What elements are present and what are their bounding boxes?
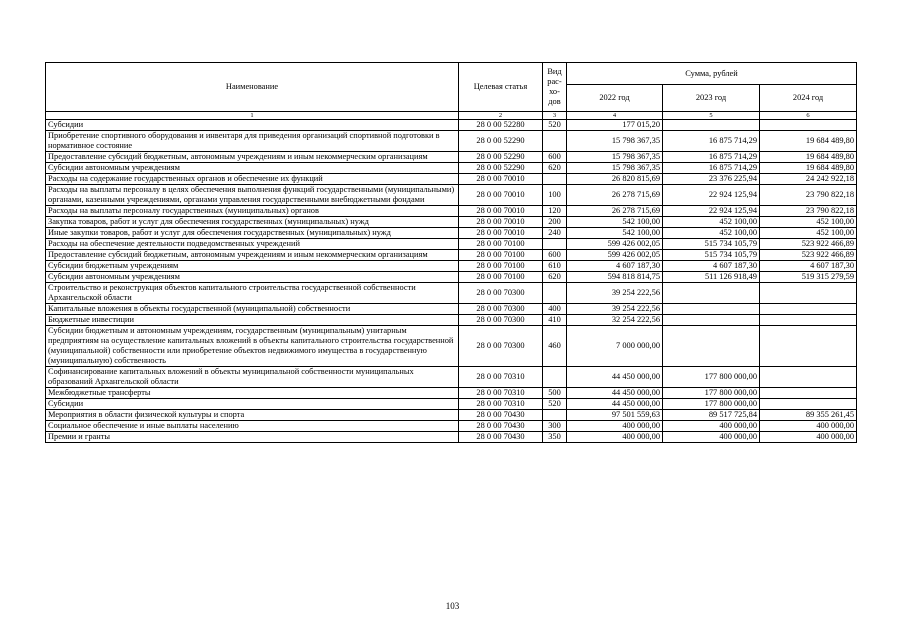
row-code: 28 0 00 70310 xyxy=(459,367,543,388)
row-amount-2022: 44 450 000,00 xyxy=(567,388,663,399)
column-index: 4 xyxy=(567,112,663,120)
row-code: 28 0 00 70100 xyxy=(459,261,543,272)
row-amount-2023: 400 000,00 xyxy=(663,421,760,432)
table-row xyxy=(46,272,857,283)
row-amount-2023: 515 734 105,79 xyxy=(663,239,760,250)
table-row xyxy=(46,388,857,399)
row-name: Строительство и реконструкция объектов капитального строительства государственной собственности Архангельской области xyxy=(46,283,459,304)
row-expense-type: 460 xyxy=(543,326,567,367)
row-amount-2024: 23 790 822,18 xyxy=(760,206,857,217)
row-amount-2023 xyxy=(663,326,760,367)
row-amount-2023: 16 875 714,29 xyxy=(663,131,760,152)
row-amount-2022: 15 798 367,35 xyxy=(567,152,663,163)
row-name: Расходы на выплаты персоналу государственных (муниципальных) органов xyxy=(46,206,459,217)
page-number: 103 xyxy=(445,601,460,611)
row-amount-2024 xyxy=(760,399,857,410)
row-expense-type xyxy=(543,410,567,421)
row-code: 28 0 00 70010 xyxy=(459,206,543,217)
row-code: 28 0 00 70430 xyxy=(459,410,543,421)
row-code: 28 0 00 70010 xyxy=(459,217,543,228)
row-amount-2023 xyxy=(663,304,760,315)
row-expense-type: 620 xyxy=(543,163,567,174)
header-name: Наименование xyxy=(46,63,459,112)
row-name: Мероприятия в области физической культуры и спорта xyxy=(46,410,459,421)
budget-table xyxy=(45,62,857,443)
row-amount-2022: 400 000,00 xyxy=(567,432,663,443)
row-name: Социальное обеспечение и иные выплаты населению xyxy=(46,421,459,432)
row-amount-2023: 177 800 000,00 xyxy=(663,399,760,410)
row-amount-2022: 542 100,00 xyxy=(567,228,663,239)
row-amount-2022: 26 278 715,69 xyxy=(567,206,663,217)
row-code: 28 0 00 70100 xyxy=(459,239,543,250)
row-expense-type: 300 xyxy=(543,421,567,432)
row-code: 28 0 00 52290 xyxy=(459,163,543,174)
row-amount-2024: 519 315 279,59 xyxy=(760,272,857,283)
row-amount-2023: 16 875 714,29 xyxy=(663,152,760,163)
row-amount-2022: 594 818 814,75 xyxy=(567,272,663,283)
row-amount-2022: 39 254 222,56 xyxy=(567,304,663,315)
row-expense-type xyxy=(543,283,567,304)
row-name: Закупка товаров, работ и услуг для обеспечения государственных (муниципальных) нужд xyxy=(46,217,459,228)
row-amount-2024: 19 684 489,80 xyxy=(760,163,857,174)
row-code: 28 0 00 70310 xyxy=(459,399,543,410)
table-row xyxy=(46,399,857,410)
row-amount-2023: 400 000,00 xyxy=(663,432,760,443)
row-code: 28 0 00 70300 xyxy=(459,304,543,315)
table-row xyxy=(46,315,857,326)
row-expense-type: 100 xyxy=(543,185,567,206)
row-amount-2024: 452 100,00 xyxy=(760,228,857,239)
row-code: 28 0 00 70310 xyxy=(459,388,543,399)
row-amount-2023: 177 800 000,00 xyxy=(663,388,760,399)
row-code: 28 0 00 70010 xyxy=(459,185,543,206)
row-code: 28 0 00 70300 xyxy=(459,283,543,304)
row-amount-2024: 523 922 466,89 xyxy=(760,250,857,261)
header-type: Вид рас-хо-дов xyxy=(543,63,567,112)
row-code: 28 0 00 70100 xyxy=(459,272,543,283)
table-row xyxy=(46,304,857,315)
row-expense-type: 600 xyxy=(543,152,567,163)
row-amount-2024 xyxy=(760,388,857,399)
table-row xyxy=(46,283,857,304)
row-expense-type: 350 xyxy=(543,432,567,443)
row-amount-2022: 15 798 367,35 xyxy=(567,131,663,152)
row-expense-type xyxy=(543,131,567,152)
column-index: 6 xyxy=(760,112,857,120)
row-name: Субсидии xyxy=(46,120,459,131)
row-expense-type: 600 xyxy=(543,250,567,261)
row-expense-type: 410 xyxy=(543,315,567,326)
row-amount-2024 xyxy=(760,120,857,131)
row-code: 28 0 00 70300 xyxy=(459,326,543,367)
row-amount-2022: 400 000,00 xyxy=(567,421,663,432)
table-row xyxy=(46,410,857,421)
column-index: 1 xyxy=(46,112,459,120)
row-name: Предоставление субсидий бюджетным, автономным учреждениям и иным некоммерческим организациям xyxy=(46,250,459,261)
row-amount-2022: 599 426 002,05 xyxy=(567,239,663,250)
row-name: Межбюджетные трансферты xyxy=(46,388,459,399)
row-code: 28 0 00 70010 xyxy=(459,228,543,239)
table-row xyxy=(46,206,857,217)
column-index: 5 xyxy=(663,112,760,120)
row-name: Субсидии автономным учреждениям xyxy=(46,272,459,283)
row-name: Иные закупки товаров, работ и услуг для обеспечения государственных (муниципальных) нужд xyxy=(46,228,459,239)
row-amount-2024: 4 607 187,30 xyxy=(760,261,857,272)
row-amount-2023 xyxy=(663,120,760,131)
row-amount-2022: 44 450 000,00 xyxy=(567,367,663,388)
row-name: Премии и гранты xyxy=(46,432,459,443)
row-code: 28 0 00 70010 xyxy=(459,174,543,185)
row-expense-type xyxy=(543,174,567,185)
table-row xyxy=(46,367,857,388)
row-amount-2022: 44 450 000,00 xyxy=(567,399,663,410)
table-row xyxy=(46,217,857,228)
row-amount-2023: 452 100,00 xyxy=(663,217,760,228)
budget-table-body xyxy=(46,112,857,443)
header-sum: Сумма, рублей xyxy=(567,63,857,85)
row-expense-type xyxy=(543,367,567,388)
row-amount-2024 xyxy=(760,304,857,315)
row-amount-2022: 542 100,00 xyxy=(567,217,663,228)
row-amount-2024: 24 242 922,18 xyxy=(760,174,857,185)
row-expense-type: 240 xyxy=(543,228,567,239)
row-amount-2022: 39 254 222,56 xyxy=(567,283,663,304)
header-year-2022: 2022 год xyxy=(567,85,663,112)
table-row xyxy=(46,185,857,206)
header-year-2024: 2024 год xyxy=(760,85,857,112)
row-amount-2024 xyxy=(760,367,857,388)
row-name: Приобретение спортивного оборудования и инвентаря для приведения организаций спортивной подготовки в нормативное состояние xyxy=(46,131,459,152)
row-code: 28 0 00 70430 xyxy=(459,421,543,432)
row-amount-2022: 4 607 187,30 xyxy=(567,261,663,272)
table-row xyxy=(46,131,857,152)
row-name: Софинансирование капитальных вложений в объекты муниципальной собственности муниципальных образований Архангельской области xyxy=(46,367,459,388)
row-amount-2023: 4 607 187,30 xyxy=(663,261,760,272)
row-amount-2023 xyxy=(663,283,760,304)
row-name: Субсидии бюджетным учреждениям xyxy=(46,261,459,272)
row-amount-2023: 515 734 105,79 xyxy=(663,250,760,261)
row-expense-type: 520 xyxy=(543,399,567,410)
row-name: Расходы на обеспечение деятельности подведомственных учреждений xyxy=(46,239,459,250)
row-amount-2024 xyxy=(760,326,857,367)
row-amount-2024 xyxy=(760,283,857,304)
row-expense-type: 620 xyxy=(543,272,567,283)
column-index-row xyxy=(46,112,857,120)
row-amount-2022: 26 820 815,69 xyxy=(567,174,663,185)
row-amount-2022: 177 015,20 xyxy=(567,120,663,131)
row-amount-2023: 89 517 725,84 xyxy=(663,410,760,421)
row-code: 28 0 00 70100 xyxy=(459,250,543,261)
row-amount-2023: 22 924 125,94 xyxy=(663,206,760,217)
row-expense-type: 120 xyxy=(543,206,567,217)
table-row xyxy=(46,432,857,443)
row-code: 28 0 00 52280 xyxy=(459,120,543,131)
row-code: 28 0 00 70300 xyxy=(459,315,543,326)
row-amount-2024: 89 355 261,45 xyxy=(760,410,857,421)
row-amount-2024: 523 922 466,89 xyxy=(760,239,857,250)
table-row xyxy=(46,326,857,367)
row-amount-2023: 177 800 000,00 xyxy=(663,367,760,388)
row-amount-2023: 511 126 918,49 xyxy=(663,272,760,283)
row-amount-2024: 400 000,00 xyxy=(760,421,857,432)
table-row xyxy=(46,174,857,185)
table-row xyxy=(46,261,857,272)
row-amount-2023: 22 924 125,94 xyxy=(663,185,760,206)
row-expense-type: 500 xyxy=(543,388,567,399)
row-expense-type: 400 xyxy=(543,304,567,315)
row-amount-2022: 599 426 002,05 xyxy=(567,250,663,261)
row-amount-2024: 23 790 822,18 xyxy=(760,185,857,206)
table-row xyxy=(46,250,857,261)
row-name: Субсидии автономным учреждениям xyxy=(46,163,459,174)
row-code: 28 0 00 52290 xyxy=(459,131,543,152)
row-amount-2024: 19 684 489,80 xyxy=(760,131,857,152)
row-name: Бюджетные инвестиции xyxy=(46,315,459,326)
row-amount-2024: 452 100,00 xyxy=(760,217,857,228)
row-amount-2024: 19 684 489,80 xyxy=(760,152,857,163)
row-amount-2023: 23 376 225,94 xyxy=(663,174,760,185)
row-amount-2023 xyxy=(663,315,760,326)
row-name: Капитальные вложения в объекты государственной (муниципальной) собственности xyxy=(46,304,459,315)
row-amount-2022: 15 798 367,35 xyxy=(567,163,663,174)
row-amount-2022: 26 278 715,69 xyxy=(567,185,663,206)
row-name: Расходы на содержание государственных органов и обеспечение их функций xyxy=(46,174,459,185)
table-row xyxy=(46,421,857,432)
row-name: Субсидии xyxy=(46,399,459,410)
row-expense-type: 610 xyxy=(543,261,567,272)
row-expense-type xyxy=(543,239,567,250)
row-amount-2022: 32 254 222,56 xyxy=(567,315,663,326)
header-code: Целевая статья xyxy=(459,63,543,112)
column-index: 3 xyxy=(543,112,567,120)
table-row xyxy=(46,152,857,163)
row-code: 28 0 00 70430 xyxy=(459,432,543,443)
row-name: Субсидии бюджетным и автономным учреждениям, государственным (муниципальным) унитарным предприятиям на осуществление капитальных вложений в объекты капитального строительства государственной (муниципальной) собственности или приобретение объектов недвижимого имущества в государственную (муниципальную) собственность xyxy=(46,326,459,367)
row-amount-2022: 7 000 000,00 xyxy=(567,326,663,367)
row-name: Расходы на выплаты персоналу в целях обеспечения выполнения функций государственными (муниципальными) органами, казенными учреждениями, органами управления государственными внебюджетными фондами xyxy=(46,185,459,206)
row-name: Предоставление субсидий бюджетным, автономным учреждениям и иным некоммерческим организациям xyxy=(46,152,459,163)
table-row xyxy=(46,239,857,250)
row-amount-2024: 400 000,00 xyxy=(760,432,857,443)
row-amount-2024 xyxy=(760,315,857,326)
row-expense-type: 520 xyxy=(543,120,567,131)
row-code: 28 0 00 52290 xyxy=(459,152,543,163)
table-row xyxy=(46,163,857,174)
table-row xyxy=(46,228,857,239)
row-amount-2023: 452 100,00 xyxy=(663,228,760,239)
row-amount-2023: 16 875 714,29 xyxy=(663,163,760,174)
row-expense-type: 200 xyxy=(543,217,567,228)
header-year-2023: 2023 год xyxy=(663,85,760,112)
table-row xyxy=(46,120,857,131)
row-amount-2022: 97 501 559,63 xyxy=(567,410,663,421)
column-index: 2 xyxy=(459,112,543,120)
